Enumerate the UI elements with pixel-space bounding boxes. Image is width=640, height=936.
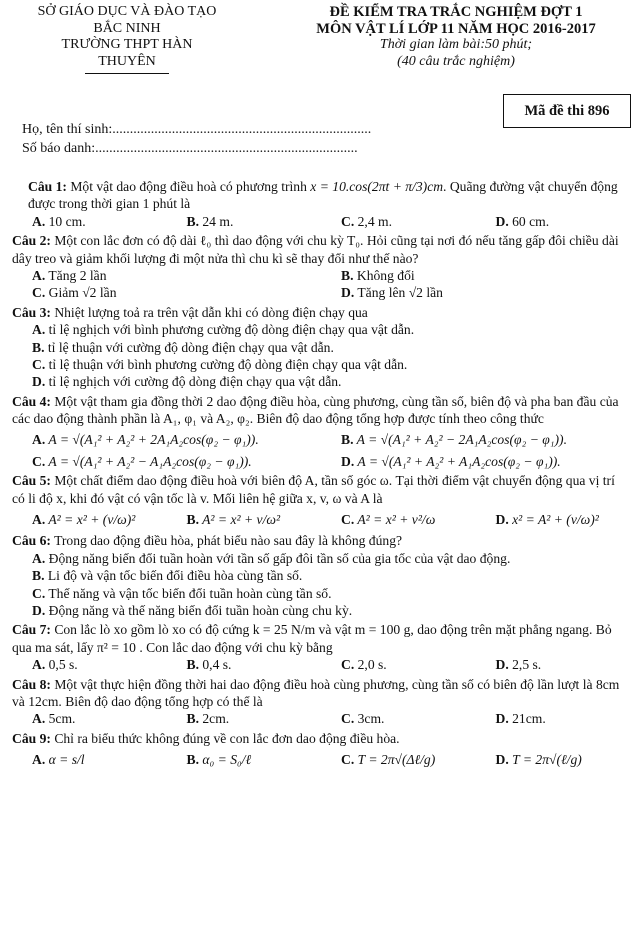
question-9 (12, 730, 630, 769)
candidate-info (22, 120, 371, 158)
question-2 (12, 232, 630, 302)
question-text: Một vật dao động điều hoà có phương trình (70, 179, 307, 194)
option-c[interactable]: C. Giảm √2 lần (32, 285, 117, 301)
option-c[interactable]: C. 3cm. (341, 711, 385, 727)
question-label: Câu 8: (12, 676, 51, 692)
options-column (12, 321, 630, 391)
options-row (12, 267, 630, 284)
question-label: Câu 7: (12, 622, 51, 638)
question-text: Trong dao động điều hòa, phát biểu nào sau đây là không đúng? (54, 533, 403, 549)
option-a[interactable]: A. A = √(A₁² + A₂² + 2A₁A₂cos(φ₂ − φ₁)). (32, 432, 259, 448)
options-row (12, 656, 630, 673)
province-name: BẮC NINH (93, 20, 161, 36)
option-d[interactable]: D. T = 2π√(ℓ/g) (495, 752, 582, 768)
option-d[interactable]: D. tỉ lệ nghịch với cường độ dòng điện chạy qua vật dẫn. (32, 374, 342, 390)
option-a[interactable]: A. A² = x² + (v/ω)² (32, 512, 136, 528)
option-b[interactable]: B. 24 m. (186, 213, 234, 229)
question-label: Câu 1: (28, 179, 67, 194)
exam-subject: MÔN VẬT LÍ LỚP 11 NĂM HỌC 2016-2017 (316, 20, 596, 37)
option-d[interactable]: D. A = √(A₁² + A₂² + A₁A₂cos(φ₂ − φ₁)). (341, 453, 561, 469)
options-row (12, 431, 630, 448)
question-label: Câu 3: (12, 304, 51, 320)
question-label: Câu 6: (12, 533, 51, 549)
option-d[interactable]: D. x² = A² + (v/ω)² (495, 512, 599, 528)
options-row (12, 751, 630, 768)
question-text: Một chất điểm dao động điều hoà với biên độ A, tần số góc ω. Tại thời điểm vật chuyển động qua vị trí có li độ x, khi đó vật có vận tốc là v. Mối liên hệ giữa x, v, ω và A là (12, 473, 615, 506)
option-a[interactable]: A. Động năng biến đổi tuần hoàn với tần số gấp đôi tần số của gia tốc của vật dao động. (32, 550, 511, 566)
question-list (12, 178, 630, 771)
option-b[interactable]: B. 0,4 s. (186, 657, 232, 673)
option-c[interactable]: C. 2,4 m. (341, 213, 392, 229)
candidate-id-line: Số báo danh:........................................................................... (22, 141, 358, 156)
option-a[interactable]: A. 5cm. (32, 711, 76, 727)
option-b[interactable]: B. tỉ lệ thuận với cường độ dòng điện chạy qua vật dẫn. (32, 339, 334, 355)
question-label: Câu 2: (12, 233, 51, 249)
question-formula: x = 10.cos(2πt + π/3)cm (310, 179, 444, 194)
option-b[interactable]: B. A = √(A₁² + A₂² − 2A₁A₂cos(φ₂ − φ₁)). (341, 432, 567, 448)
option-b[interactable]: B. Không đổi (341, 267, 415, 283)
options-column (12, 550, 630, 620)
option-a[interactable]: A. α = s/l (32, 752, 85, 768)
options-row (12, 511, 630, 528)
school-header (8, 4, 246, 74)
question-text: Một con lắc đơn có độ dài ℓ₀ thì dao động với chu kỳ T₀. Hỏi cũng tại nơi đó nếu tăng gấp đôi chiều dài dây treo và giảm khối lượng đi một nửa thì chu kì sẽ thay đổi như thế nào? (12, 233, 619, 266)
question-text: Một vật thực hiện đồng thời hai dao động điều hoà cùng phương, cùng tần số có biên độ lần lượt là 8cm và 12cm. Biên độ dao động tổng hợp có thể là (12, 676, 620, 709)
option-c[interactable]: C. 2,0 s. (341, 657, 387, 673)
question-text-cont: . Quãng đường vật chuyển động được trong thời gian 1 phút là (28, 179, 618, 212)
option-a[interactable]: A. 10 cm. (32, 213, 86, 229)
school-name: TRƯỜNG THPT HÀN (61, 37, 193, 52)
question-label: Câu 4: (12, 393, 51, 409)
options-row (12, 710, 630, 727)
option-d[interactable]: D. 21cm. (495, 711, 546, 727)
department-name: SỞ GIÁO DỤC VÀ ĐÀO TẠO (37, 4, 217, 19)
exam-code-box: Mã đề thi 896 (503, 94, 631, 128)
question-1 (12, 178, 630, 230)
exam-title: ĐỀ KIỂM TRA TRẮC NGHIỆM ĐỢT 1 (329, 4, 583, 20)
option-b[interactable]: B. A² = x² + v/ω² (186, 512, 281, 528)
question-text: Chỉ ra biểu thức không đúng về con lắc đơn dao động điều hòa. (54, 730, 400, 746)
options-row (12, 284, 630, 301)
exam-duration: Thời gian làm bài:50 phút; (379, 37, 533, 52)
option-b[interactable]: B. Li độ và vận tốc biến đổi điều hòa cùng tần số. (32, 568, 303, 584)
option-c[interactable]: C. T = 2π√(Δℓ/g) (341, 752, 436, 768)
question-label: Câu 9: (12, 730, 51, 746)
option-d[interactable]: D. 2,5 s. (495, 657, 542, 673)
option-c[interactable]: C. tỉ lệ thuận với bình phương cường độ dòng điện chạy qua vật dẫn. (32, 356, 408, 372)
question-4 (12, 393, 630, 471)
option-c[interactable]: C. Thế năng và vận tốc biến đổi tuần hoàn cùng tần số. (32, 585, 332, 601)
option-a[interactable]: A. tỉ lệ nghịch với bình phương cường độ dòng điện chạy qua vật dẫn. (32, 322, 415, 338)
exam-header (278, 4, 634, 70)
header-rule (85, 73, 169, 74)
question-8 (12, 676, 630, 728)
option-d[interactable]: D. Động năng và thế năng biến đổi tuần hoàn cùng chu kỳ. (32, 602, 353, 618)
options-row (12, 213, 630, 230)
option-b[interactable]: B. α₀ = S₀/ℓ (186, 752, 252, 768)
options-row (12, 453, 630, 470)
candidate-name-line: Họ, tên thí sinh:.......................................................................... (22, 122, 372, 137)
option-d[interactable]: D. 60 cm. (495, 213, 550, 229)
exam-question-count: (40 câu trắc nghiệm) (397, 53, 515, 69)
option-c[interactable]: C. A² = x² + v²/ω (341, 512, 436, 528)
question-6 (12, 532, 630, 619)
question-text: Nhiệt lượng toả ra trên vật dẫn khi có dòng điện chạy qua (54, 304, 368, 320)
question-3 (12, 304, 630, 391)
question-7 (12, 621, 630, 673)
question-text: Một vật tham gia đồng thời 2 dao động điều hòa, cùng phương, cùng tần số, biên độ và pha ban đầu của các dao động thành phần là A₁, φ₁ và A₂, φ₂. Biên độ dao động tổng hợp được tính theo công thức (12, 393, 619, 427)
option-a[interactable]: A. 0,5 s. (32, 657, 78, 673)
question-text: Con lắc lò xo gồm lò xo có độ cứng k = 25 N/m và vật m = 100 g, dao động trên mặt phẳng ngang. Bỏ qua ma sát, lấy π² = 10 . Con lắc dao động với chu kỳ bằng (12, 622, 612, 655)
option-c[interactable]: C. A = √(A₁² + A₂² − A₁A₂cos(φ₂ − φ₁)). (32, 453, 252, 469)
question-label: Câu 5: (12, 473, 51, 489)
option-b[interactable]: B. 2cm. (186, 711, 230, 727)
option-a[interactable]: A. Tăng 2 lần (32, 267, 107, 283)
school-name-cont: THUYÊN (98, 53, 156, 69)
option-d[interactable]: D. Tăng lên √2 lần (341, 285, 443, 301)
question-5 (12, 472, 630, 528)
